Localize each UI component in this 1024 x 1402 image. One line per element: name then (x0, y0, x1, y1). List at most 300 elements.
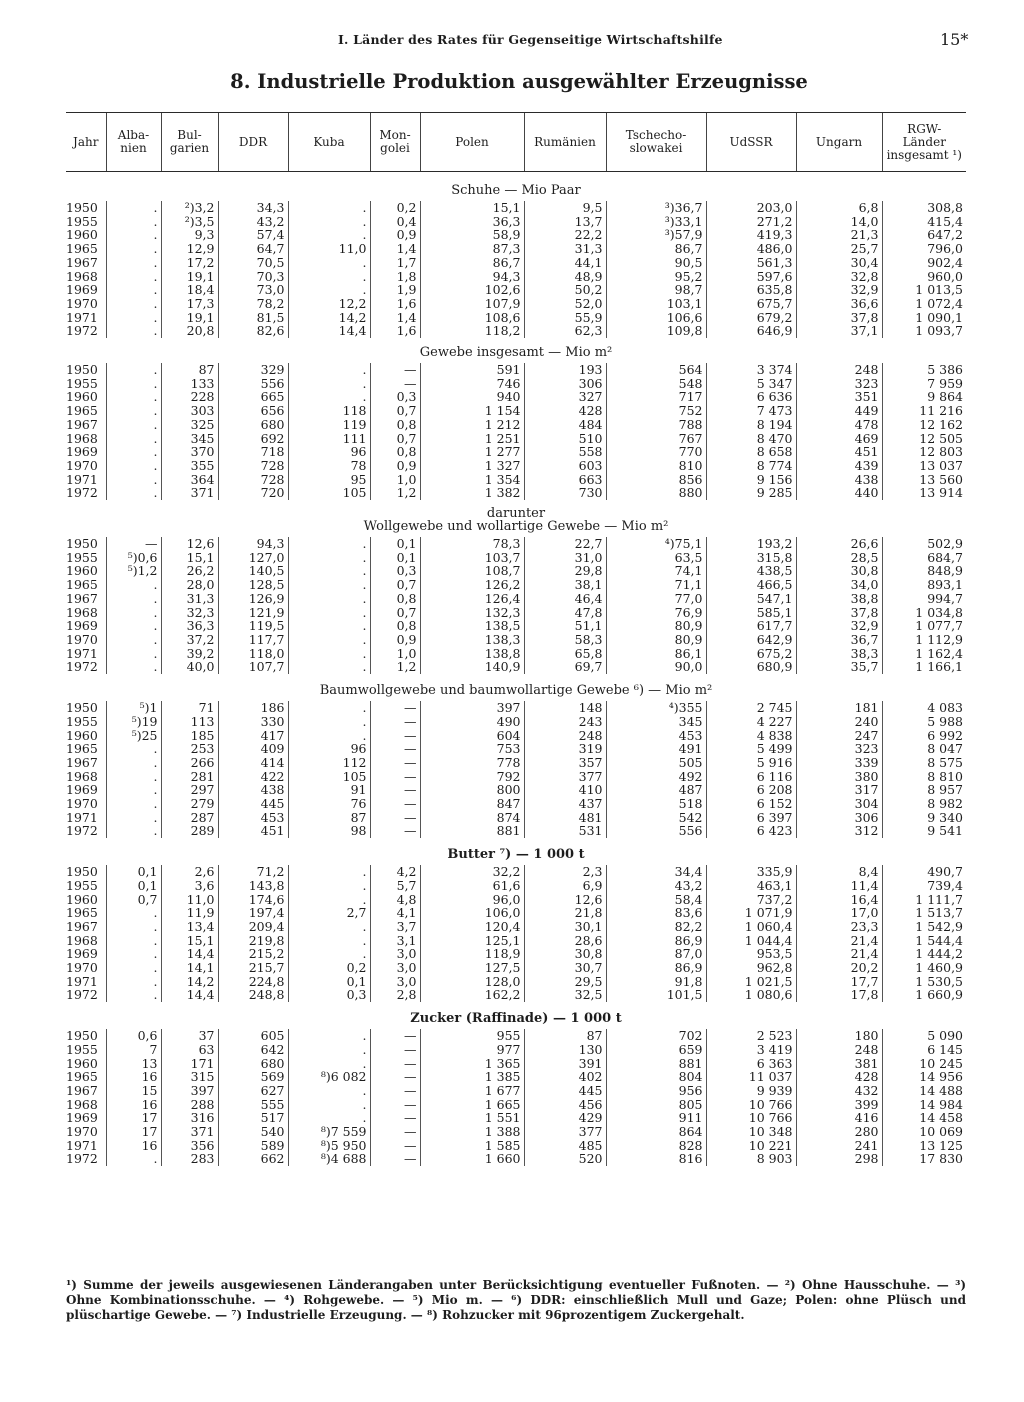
value-cell: — (370, 701, 420, 715)
column-header: Rumänien (524, 113, 606, 172)
year-cell: 1972 (66, 1151, 98, 1167)
value-cell: 327 (524, 390, 606, 404)
value-cell: 308,8 (882, 201, 966, 215)
value-cell: 3,1 (370, 934, 420, 948)
table-row (66, 473, 966, 487)
value-cell: 35,7 (796, 660, 882, 674)
value-cell: 680 (218, 1057, 288, 1071)
value-cell: . (106, 363, 161, 377)
section-title-text: Baumwollgewebe und baumwollartige Gewebe ⁶) — Mio m² (319, 683, 713, 699)
value-cell: 1 077,7 (882, 619, 966, 633)
value-cell: 542 (606, 811, 706, 825)
value-cell: 90,5 (606, 256, 706, 270)
value-cell: . (288, 578, 370, 592)
value-cell: 95,2 (606, 270, 706, 284)
value-cell: 5 386 (882, 363, 966, 377)
table-row (66, 865, 966, 879)
value-cell: 29,5 (524, 975, 606, 989)
value-cell: ⁵)25 (106, 729, 161, 743)
value-cell: 1 154 (420, 404, 524, 418)
table-row (66, 1111, 966, 1125)
value-cell: 399 (796, 1098, 882, 1112)
value-cell: 14,2 (288, 311, 370, 325)
value-cell: 73,0 (218, 283, 288, 297)
table-row (66, 647, 966, 661)
value-cell: 17,0 (796, 906, 882, 920)
value-cell: 37,8 (796, 311, 882, 325)
year-cell: 1968 (66, 768, 98, 784)
value-cell: 162,2 (420, 988, 524, 1002)
value-cell: 303 (161, 404, 218, 418)
value-cell: 15,1 (161, 934, 218, 948)
value-cell: 8 982 (882, 797, 966, 811)
value-cell: 7 (106, 1043, 161, 1057)
value-cell: 994,7 (882, 592, 966, 606)
value-cell: 17 (106, 1111, 161, 1125)
value-cell: 485 (524, 1139, 606, 1153)
value-cell: 0,3 (288, 988, 370, 1002)
value-cell: 91 (288, 783, 370, 797)
value-cell: 95 (288, 473, 370, 487)
value-cell: 569 (218, 1070, 288, 1084)
value-cell: . (288, 606, 370, 620)
value-cell: 13 560 (882, 473, 966, 487)
table-row (66, 297, 966, 311)
value-cell: 132,3 (420, 606, 524, 620)
value-cell: 30,4 (796, 256, 882, 270)
value-cell: 23,3 (796, 920, 882, 934)
value-cell: 317 (796, 783, 882, 797)
value-cell: 40,0 (161, 660, 218, 674)
value-cell: 5 988 (882, 715, 966, 729)
value-cell: 185 (161, 729, 218, 743)
value-cell: 98,7 (606, 283, 706, 297)
value-cell: 112 (288, 756, 370, 770)
value-cell: 1,0 (370, 473, 420, 487)
year-cell: 1969 (66, 282, 98, 298)
value-cell: . (288, 647, 370, 661)
year-cell: 1971 (66, 309, 98, 325)
value-cell: 118,2 (420, 324, 524, 338)
value-cell: 87 (161, 363, 218, 377)
value-cell: 453 (606, 729, 706, 743)
year-cell: 1970 (66, 295, 98, 311)
value-cell: 21,4 (796, 934, 882, 948)
value-cell: 675,2 (706, 647, 796, 661)
value-cell: 335,9 (706, 865, 796, 879)
value-cell: 486,0 (706, 242, 796, 256)
value-cell: 143,8 (218, 879, 288, 893)
value-cell: 469 (796, 432, 882, 446)
column-header: Bul- garien (161, 113, 218, 172)
value-cell: 118,9 (420, 947, 524, 961)
value-cell: 510 (524, 432, 606, 446)
value-cell: 91,8 (606, 975, 706, 989)
column-header: Ungarn (796, 113, 882, 172)
value-cell: 597,6 (706, 270, 796, 284)
value-cell: 76,9 (606, 606, 706, 620)
value-cell: 1,4 (370, 311, 420, 325)
value-cell: 29,8 (524, 564, 606, 578)
value-cell: 106,0 (420, 906, 524, 920)
value-cell: 718 (218, 445, 288, 459)
table-row (66, 1152, 966, 1166)
value-cell: 0,7 (106, 893, 161, 907)
value-cell: 12 505 (882, 432, 966, 446)
section-title (66, 838, 966, 865)
value-cell: . (106, 486, 161, 500)
value-cell: 215,2 (218, 947, 288, 961)
value-cell: 319 (524, 742, 606, 756)
value-cell: 125,1 (420, 934, 524, 948)
value-cell: 1,2 (370, 660, 420, 674)
value-cell: 6 116 (706, 770, 796, 784)
table-row (66, 619, 966, 633)
value-cell: 484 (524, 418, 606, 432)
value-cell: 864 (606, 1125, 706, 1139)
value-cell: 133 (161, 377, 218, 391)
value-cell: 463,1 (706, 879, 796, 893)
value-cell: 306 (796, 811, 882, 825)
table-row (66, 934, 966, 948)
value-cell: . (106, 947, 161, 961)
year-cell: 1969 (66, 618, 98, 634)
year-cell: 1967 (66, 254, 98, 270)
value-cell: 371 (161, 486, 218, 500)
value-cell: 1 385 (420, 1070, 524, 1084)
value-cell: 0,7 (370, 578, 420, 592)
value-cell: . (288, 660, 370, 674)
value-cell: 1,9 (370, 283, 420, 297)
value-cell: 6 423 (706, 824, 796, 838)
value-cell: . (106, 824, 161, 838)
value-cell: 1,6 (370, 324, 420, 338)
value-cell: . (106, 961, 161, 975)
table-body (66, 172, 966, 1167)
section-title-text: Zucker (Raffinade) — 1 000 t (410, 1011, 622, 1027)
value-cell: 30,8 (796, 564, 882, 578)
table-row (66, 363, 966, 377)
value-cell: . (106, 770, 161, 784)
value-cell: — (370, 1043, 420, 1057)
value-cell: 44,1 (524, 256, 606, 270)
value-cell: 10 221 (706, 1139, 796, 1153)
year-cell: 1965 (66, 905, 98, 921)
value-cell: 21,8 (524, 906, 606, 920)
column-header: Tschecho- slowakei (606, 113, 706, 172)
value-cell: 6 992 (882, 729, 966, 743)
year-cell: 1950 (66, 536, 98, 552)
value-cell: 804 (606, 1070, 706, 1084)
value-cell: 46,4 (524, 592, 606, 606)
value-cell: 279 (161, 797, 218, 811)
table-row (66, 729, 966, 743)
value-cell: 564 (606, 363, 706, 377)
value-cell: 4,2 (370, 865, 420, 879)
year-cell: 1960 (66, 891, 98, 907)
year-cell: 1970 (66, 796, 98, 812)
value-cell: 17,2 (161, 256, 218, 270)
value-cell: 5 499 (706, 742, 796, 756)
value-cell: 16,4 (796, 893, 882, 907)
value-cell: 1 585 (420, 1139, 524, 1153)
value-cell: . (106, 975, 161, 989)
value-cell: 1 071,9 (706, 906, 796, 920)
value-cell: 102,6 (420, 283, 524, 297)
section-subtitle: Wollgewebe und wollartige Gewebe — Mio m² (363, 519, 669, 535)
value-cell: 753 (420, 742, 524, 756)
value-cell: . (106, 228, 161, 242)
value-cell: 58,9 (420, 228, 524, 242)
value-cell: 2,6 (161, 865, 218, 879)
value-cell: 10 766 (706, 1098, 796, 1112)
value-cell: 728 (218, 459, 288, 473)
value-cell: — (370, 1152, 420, 1166)
value-cell: 71,1 (606, 578, 706, 592)
year-cell: 1960 (66, 1055, 98, 1071)
value-cell: 555 (218, 1098, 288, 1112)
value-cell: 4,8 (370, 893, 420, 907)
value-cell: 315,8 (706, 551, 796, 565)
value-cell: 589 (218, 1139, 288, 1153)
value-cell: 692 (218, 432, 288, 446)
value-cell: 1 162,4 (882, 647, 966, 661)
value-cell: 1 044,4 (706, 934, 796, 948)
value-cell: 20,8 (161, 324, 218, 338)
value-cell: 70,5 (218, 256, 288, 270)
value-cell: 490 (420, 715, 524, 729)
value-cell: 76 (288, 797, 370, 811)
value-cell: 21,3 (796, 228, 882, 242)
value-cell: 1 354 (420, 473, 524, 487)
value-cell: 800 (420, 783, 524, 797)
value-cell: 3,6 (161, 879, 218, 893)
value-cell: 14,2 (161, 975, 218, 989)
year-cell: 1969 (66, 444, 98, 460)
year-cell: 1960 (66, 227, 98, 243)
value-cell: 1,4 (370, 242, 420, 256)
value-cell: 11,0 (288, 242, 370, 256)
value-cell: 128,0 (420, 975, 524, 989)
value-cell: — (370, 756, 420, 770)
value-cell: 96,0 (420, 893, 524, 907)
value-cell: 377 (524, 1125, 606, 1139)
year-cell: 1972 (66, 659, 98, 675)
year-cell: 1967 (66, 1082, 98, 1098)
section-title (66, 674, 966, 701)
year-cell: 1968 (66, 430, 98, 446)
value-cell: 12,6 (524, 893, 606, 907)
value-cell: 62,3 (524, 324, 606, 338)
value-cell: 69,7 (524, 660, 606, 674)
table-row (66, 1139, 966, 1153)
table-row (66, 270, 966, 284)
running-header (0, 30, 1024, 52)
value-cell: 38,3 (796, 647, 882, 661)
value-cell: 6 208 (706, 783, 796, 797)
value-cell: . (106, 459, 161, 473)
section-title-text: Gewebe insgesamt — Mio m² (419, 345, 613, 361)
value-cell: 15,1 (420, 201, 524, 215)
value-cell: 312 (796, 824, 882, 838)
table-row (66, 783, 966, 797)
value-cell: 15 (106, 1084, 161, 1098)
value-cell: 30,1 (524, 920, 606, 934)
value-cell: — (370, 1139, 420, 1153)
value-cell: . (288, 633, 370, 647)
value-cell: 717 (606, 390, 706, 404)
value-cell: 3,0 (370, 947, 420, 961)
value-cell: 19,1 (161, 270, 218, 284)
value-cell: 371 (161, 1125, 218, 1139)
year-cell: 1970 (66, 457, 98, 473)
value-cell: 381 (796, 1057, 882, 1071)
value-cell: 1 251 (420, 432, 524, 446)
value-cell: 5 916 (706, 756, 796, 770)
value-cell: . (288, 283, 370, 297)
value-cell: 17,8 (796, 988, 882, 1002)
value-cell: . (288, 390, 370, 404)
table-row (66, 592, 966, 606)
value-cell: 940 (420, 390, 524, 404)
value-cell: 8 774 (706, 459, 796, 473)
value-cell: . (106, 756, 161, 770)
value-cell: 32,9 (796, 619, 882, 633)
value-cell: . (288, 729, 370, 743)
value-cell: 646,9 (706, 324, 796, 338)
value-cell: 9,5 (524, 201, 606, 215)
value-cell: 83,6 (606, 906, 706, 920)
value-cell: 2 745 (706, 701, 796, 715)
value-cell: 31,0 (524, 551, 606, 565)
value-cell: 171 (161, 1057, 218, 1071)
value-cell: 47,8 (524, 606, 606, 620)
value-cell: 604 (420, 729, 524, 743)
year-cell: 1955 (66, 549, 98, 565)
year-cell: 1972 (66, 823, 98, 839)
value-cell: 12,2 (288, 297, 370, 311)
value-cell: 43,2 (218, 215, 288, 229)
value-cell: 34,4 (606, 865, 706, 879)
table-row (66, 606, 966, 620)
value-cell: 0,9 (370, 633, 420, 647)
value-cell: 517 (218, 1111, 288, 1125)
value-cell: 315 (161, 1070, 218, 1084)
value-cell: 140,9 (420, 660, 524, 674)
value-cell: 25,7 (796, 242, 882, 256)
value-cell: 0,1 (106, 879, 161, 893)
table-row (66, 1084, 966, 1098)
value-cell: 113 (161, 715, 218, 729)
year-cell: 1971 (66, 973, 98, 989)
value-cell: . (106, 418, 161, 432)
value-cell: 451 (796, 445, 882, 459)
column-header: RGW- Länder insgesamt ¹) (882, 113, 966, 172)
value-cell: 453 (218, 811, 288, 825)
value-cell: — (370, 729, 420, 743)
year-cell: 1955 (66, 213, 98, 229)
table-row (66, 701, 966, 715)
value-cell: 3,0 (370, 975, 420, 989)
value-cell: 478 (796, 418, 882, 432)
value-cell: 364 (161, 473, 218, 487)
value-cell: 9 285 (706, 486, 796, 500)
value-cell: 15,1 (161, 551, 218, 565)
value-cell: 253 (161, 742, 218, 756)
table-row (66, 1098, 966, 1112)
value-cell: . (106, 592, 161, 606)
value-cell: 80,9 (606, 619, 706, 633)
value-cell: 101,5 (606, 988, 706, 1002)
table-row (66, 445, 966, 459)
value-cell: . (106, 324, 161, 338)
year-cell: 1968 (66, 1096, 98, 1112)
value-cell: 4,1 (370, 906, 420, 920)
table-row (66, 404, 966, 418)
table-row (66, 324, 966, 338)
value-cell: 111 (288, 432, 370, 446)
value-cell: 409 (218, 742, 288, 756)
value-cell: 547,1 (706, 592, 796, 606)
value-cell: . (288, 270, 370, 284)
value-cell: — (370, 742, 420, 756)
value-cell: 174,6 (218, 893, 288, 907)
value-cell: 248 (796, 1043, 882, 1057)
table-row (66, 975, 966, 989)
table-row (66, 418, 966, 432)
production-table (66, 112, 966, 1166)
value-cell: 87,3 (420, 242, 524, 256)
value-cell: 8 903 (706, 1152, 796, 1166)
table-row (66, 242, 966, 256)
value-cell: 1 542,9 (882, 920, 966, 934)
value-cell: . (106, 270, 161, 284)
section-title (66, 338, 966, 363)
value-cell: 437 (524, 797, 606, 811)
value-cell: 2,7 (288, 906, 370, 920)
value-cell: . (106, 619, 161, 633)
value-cell: 215,7 (218, 961, 288, 975)
section-title (66, 500, 966, 537)
value-cell: 107,9 (420, 297, 524, 311)
column-header: Mon- golei (370, 113, 420, 172)
value-cell: 36,3 (420, 215, 524, 229)
value-cell: 32,3 (161, 606, 218, 620)
value-cell: 121,9 (218, 606, 288, 620)
value-cell: 445 (218, 797, 288, 811)
year-cell: 1955 (66, 375, 98, 391)
value-cell: 63,5 (606, 551, 706, 565)
value-cell: 12 803 (882, 445, 966, 459)
value-cell: 561,3 (706, 256, 796, 270)
value-cell: 3 374 (706, 363, 796, 377)
value-cell: 38,1 (524, 578, 606, 592)
value-cell: 109,8 (606, 324, 706, 338)
value-cell: 490,7 (882, 865, 966, 879)
value-cell: 911 (606, 1111, 706, 1125)
value-cell: 119,5 (218, 619, 288, 633)
section-title (66, 1002, 966, 1029)
value-cell: 43,2 (606, 879, 706, 893)
value-cell: 902,4 (882, 256, 966, 270)
value-cell: 6,9 (524, 879, 606, 893)
value-cell: — (370, 1070, 420, 1084)
value-cell: 9 156 (706, 473, 796, 487)
value-cell: 10 069 (882, 1125, 966, 1139)
value-cell: 37 (161, 1029, 218, 1043)
value-cell: 585,1 (706, 606, 796, 620)
value-cell: 1 365 (420, 1057, 524, 1071)
